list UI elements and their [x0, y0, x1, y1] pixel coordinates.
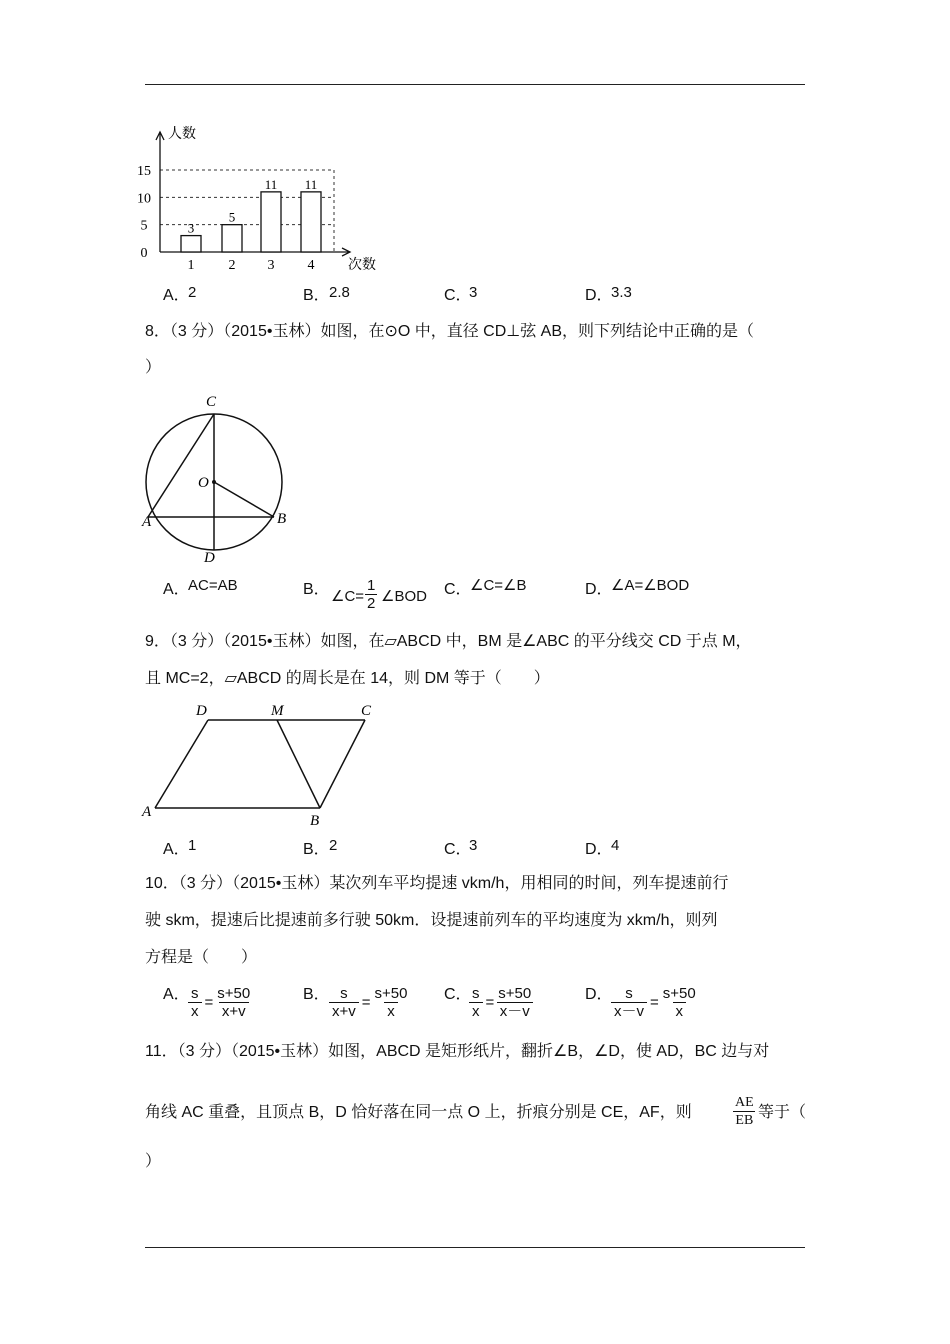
q11-stem-line2-pre: 角线 AC 重叠，且顶点 B，D 恰好落在同一点 O 上，折痕分别是 CE，AF，则: [145, 1104, 692, 1121]
q8-option-c-letter[interactable]: C．: [444, 581, 472, 598]
q9-option-b-letter[interactable]: B．: [303, 841, 330, 858]
q10-option-a-equation: $\frac{s}{x}$ = $\frac{s+50}{x+v}$: [188, 985, 255, 1020]
q8-option-b-letter[interactable]: B．: [303, 581, 330, 598]
q10-stem-line1: 10．（3 分）（2015•玉林）某次列车平均提速 vkm/h，用相同的时间，列车提速前行: [145, 875, 729, 892]
q7-option-a-value: 2: [188, 284, 197, 301]
q9-option-c-letter[interactable]: C．: [444, 841, 472, 858]
fraction: $\frac{s}{x+v}$: [329, 985, 359, 1020]
q9-option-b-value: 2: [329, 837, 338, 854]
footer-rule: [145, 1247, 805, 1248]
bar-1: [181, 236, 201, 252]
q11-fraction-ae-eb: [733, 1094, 756, 1129]
q10-option-b-equation: $\frac{s}{x+v}$ = $\frac{s+50}{x}$: [329, 985, 412, 1020]
label-o: O: [198, 475, 209, 491]
fraction-denominator: 2: [367, 595, 376, 612]
y-tick-label-15: 15: [137, 164, 151, 179]
q10-option-d-equation: $\frac{s}{x-v}$ = $\frac{s+50}{x}$: [611, 985, 701, 1020]
fraction: $\frac{s}{x}$: [188, 985, 202, 1020]
q8-option-a-letter[interactable]: A．: [163, 581, 190, 598]
q9-option-a-value: 1: [188, 837, 197, 854]
y-axis-label: 人数: [168, 127, 196, 142]
fraction-numerator: 1: [367, 577, 376, 594]
q8-stem-line2: ）: [145, 359, 162, 376]
q8-option-d-value: ∠A=∠BOD: [611, 577, 690, 594]
fraction: $\frac{s+50}{x}$: [662, 985, 696, 1020]
label-a: A: [142, 804, 152, 820]
header-rule: [145, 84, 805, 85]
x-tick-label-3: 3: [267, 258, 275, 273]
q7-option-a-letter[interactable]: A．: [163, 287, 190, 304]
q9-stem-line1: 9．（3 分）（2015•玉林）如图，在▱ABCD 中，BM 是∠ABC 的平分线交 CD 于点 M，: [145, 633, 752, 650]
label-a: A: [142, 514, 152, 530]
bar-3: [261, 192, 281, 252]
x-tick-label-2: 2: [228, 258, 236, 273]
q9-option-d-letter[interactable]: D．: [585, 841, 613, 858]
q7-option-b-value: 2.8: [329, 284, 350, 301]
y-tick-label-10: 10: [137, 191, 151, 207]
q7-option-c-value: 3: [469, 284, 478, 301]
q10-option-a-letter[interactable]: A．: [163, 986, 190, 1003]
q11-stem-line3: ）: [145, 1153, 162, 1170]
fraction: $\frac{s}{x-v}$: [611, 985, 647, 1020]
q7-option-d-letter[interactable]: D．: [585, 287, 613, 304]
q9-option-c-value: 3: [469, 837, 478, 854]
q9-option-a-letter[interactable]: A．: [163, 841, 190, 858]
data-label-4: 11: [304, 176, 318, 192]
q8-option-b-pre: ∠C=: [331, 588, 365, 605]
label-b: B: [277, 511, 287, 527]
q11-stem-line1: 11．（3 分）（2015•玉林）如图，ABCD 是矩形纸片，翻折∠B，∠D，使 AD，BC 边与对: [145, 1043, 770, 1060]
data-label-1: 3: [187, 220, 195, 236]
chart-layer: [137, 125, 376, 273]
fraction: $\frac{s+50}{x}$: [374, 985, 408, 1020]
parallelogram-figure: [140, 698, 385, 830]
q10-option-b-letter[interactable]: B．: [303, 986, 330, 1003]
q8-option-b-post: ∠BOD: [381, 588, 427, 605]
q8-option-c-value: ∠C=∠B: [470, 577, 527, 594]
data-label-3: 11: [264, 176, 278, 192]
q7-option-d-value: 3.3: [611, 284, 632, 301]
fraction: $\frac{s}{x}$: [469, 985, 483, 1020]
bar-4: [301, 192, 321, 252]
q11-stem-line2-post: 等于（: [758, 1104, 807, 1121]
q9-stem-line2: 且 MC=2，▱ABCD 的周长是在 14，则 DM 等于（ ）: [145, 670, 550, 687]
q10-option-c-equation: $\frac{s}{x}$ = $\frac{s+50}{x-v}$: [469, 985, 536, 1020]
label-b: B: [310, 813, 320, 829]
x-tick-label-1: 1: [187, 258, 195, 273]
q9-option-d-value: 4: [611, 837, 620, 854]
fraction: $\frac{s+50}{x-v}$: [498, 985, 532, 1020]
y-tick-label-5: 5: [140, 218, 148, 234]
q10-stem-line3: 方程是（ ）: [145, 949, 258, 966]
q8-option-a-value: AC=AB: [188, 577, 238, 594]
label-d: D: [196, 703, 207, 719]
label-m: M: [271, 703, 284, 719]
q7-option-c-letter[interactable]: C．: [444, 287, 472, 304]
q8-option-d-letter[interactable]: D．: [585, 581, 613, 598]
x-axis-label: 次数: [348, 258, 376, 273]
bar-chart: [130, 120, 390, 275]
fraction-numerator: AE: [735, 1095, 754, 1110]
q10-option-d-letter[interactable]: D．: [585, 986, 613, 1003]
x-tick-label-4: 4: [307, 258, 315, 273]
q8-stem-line1: 8．（3 分）（2015•玉林）如图，在⊙O 中，直径 CD⊥弦 AB，则下列结论中正确的是（: [145, 323, 755, 340]
label-c: C: [206, 394, 217, 410]
bar-2: [222, 225, 242, 252]
fraction-denominator: EB: [735, 1113, 754, 1128]
q7-option-b-letter[interactable]: B．: [303, 287, 330, 304]
label-c: C: [361, 703, 372, 719]
data-label-2: 5: [228, 209, 236, 225]
label-d: D: [204, 550, 215, 566]
q10-stem-line2: 驶 skm，提速后比提速前多行驶 50km．设提速前列车的平均速度为 xkm/h，则列: [145, 912, 718, 929]
fraction: $\frac{s+50}{x+v}$: [217, 985, 251, 1020]
q8-option-b-fraction: [365, 577, 377, 612]
y-tick-label-0: 0: [140, 246, 148, 261]
circle-figure: [140, 390, 310, 568]
q10-option-c-letter[interactable]: C．: [444, 986, 472, 1003]
